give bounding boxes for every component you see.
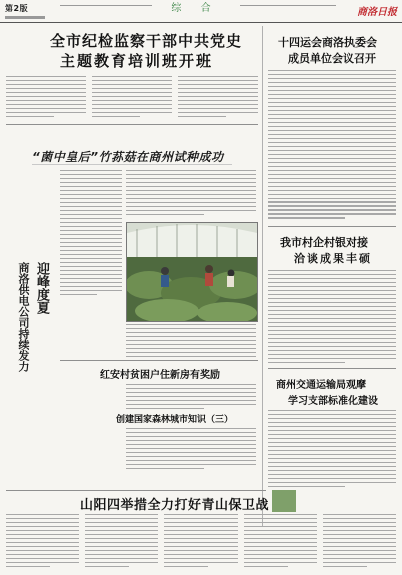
lead-headline-line1: 全市纪检监察干部中共党史 (50, 32, 243, 50)
right-mid-headline-line2: 洽谈成果丰硕 (294, 252, 372, 265)
right-top-headline-line2: 成员单位会议召开 (288, 52, 376, 65)
date-line (5, 16, 45, 19)
bottom-body (6, 514, 396, 570)
bottom-headline: 山阳四举措全力打好青山保卫战 (80, 498, 270, 513)
knowledge-box-body (126, 428, 256, 472)
right-low-headline-line2: 学习支部标准化建设 (288, 396, 378, 407)
section-divider (60, 360, 258, 361)
center-low-body (126, 384, 256, 412)
section-divider (6, 490, 266, 491)
right-low-body (268, 410, 396, 490)
right-mid-body (268, 270, 396, 366)
feature-headline: “菌中皇后”竹荪菇在商州试种成功 (32, 150, 224, 164)
newspaper-logo: 商洛日报 (357, 7, 397, 18)
right-mid-headline-line1: 我市村企村银对接 (280, 236, 368, 249)
section-banner: 综 合 (171, 3, 219, 14)
right-low-headline-line1: 商州交通运输局观摩 (276, 380, 366, 391)
section-divider (6, 124, 258, 125)
masthead-nav-line (240, 5, 336, 6)
right-top-headline-line1: 十四运会商洛执委会 (278, 36, 377, 49)
green-decor-box (272, 490, 296, 512)
greenhouse-photo (126, 222, 258, 322)
section-divider (268, 226, 396, 227)
left-vertical-headline-line1: 迎峰度夏 (34, 262, 49, 314)
right-top-body (268, 70, 396, 221)
section-divider (268, 368, 396, 369)
feature-body-right (126, 324, 256, 364)
masthead (0, 0, 402, 23)
feature-body-top (126, 170, 256, 218)
edition-badge: 第2版 (5, 4, 29, 13)
left-vertical-headline-line2: 商洛供电公司持续发力 (17, 262, 30, 372)
column-rule (262, 26, 263, 526)
left-vertical-headline (8, 262, 50, 462)
knowledge-box-headline: 创建国家森林城市知识（三） (116, 415, 234, 425)
center-low-headline: 红安村贫困户住新房有奖励 (100, 370, 220, 381)
lead-headline-line2: 主题教育培训班开班 (60, 52, 214, 70)
feature-body-left (60, 170, 122, 298)
masthead-nav-line (60, 5, 152, 6)
lead-body (6, 76, 258, 120)
feature-underline (32, 164, 232, 165)
